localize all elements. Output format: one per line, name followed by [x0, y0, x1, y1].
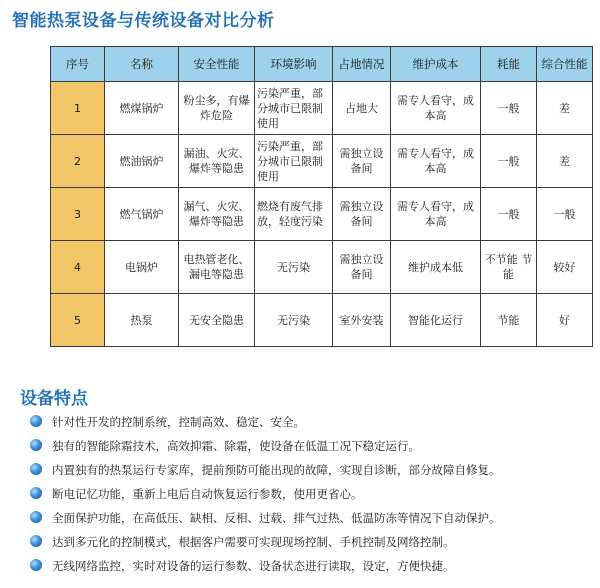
list-item [30, 486, 590, 510]
page-title: 智能热泵设备与传统设备对比分析 [12, 11, 275, 31]
cell-seq: 2 [51, 135, 105, 188]
list-item [30, 462, 590, 486]
cell-footprint: 室外安装 [333, 294, 391, 347]
cell-footprint: 需独立设备间 [333, 188, 391, 241]
cell-maintenance: 需专人看守，成本高 [391, 135, 481, 188]
cell-safety: 漏油、火灾、爆炸等隐患 [179, 135, 255, 188]
cell-safety: 无安全隐患 [179, 294, 255, 347]
cell-energy: 一般 [481, 188, 537, 241]
cell-energy: 一般 [481, 82, 537, 135]
cell-maintenance: 需专人看守，成本高 [391, 188, 481, 241]
bullet-icon [30, 511, 42, 523]
bullet-icon [30, 439, 42, 451]
cell-maintenance: 维护成本低 [391, 241, 481, 294]
bullet-icon [30, 559, 42, 571]
cell-safety: 粉尘多，有爆炸危险 [179, 82, 255, 135]
table-row [51, 82, 593, 135]
cell-energy: 节能 [481, 294, 537, 347]
list-item [30, 558, 590, 582]
header-seq: 序号 [51, 47, 105, 82]
list-item [30, 510, 590, 534]
cell-seq: 4 [51, 241, 105, 294]
feature-text: 内置独有的热泵运行专家库，提前预防可能出现的故障，实现自诊断，部分故障自修复。 [52, 463, 501, 477]
cell-overall: 好 [537, 294, 593, 347]
header-overall: 综合性能 [537, 47, 593, 82]
header-environment: 环境影响 [255, 47, 333, 82]
feature-text: 达到多元化的控制模式，根据客户需要可实现现场控制、手机控制及网络控制。 [52, 535, 455, 549]
list-item [30, 414, 590, 438]
header-safety: 安全性能 [179, 47, 255, 82]
cell-seq: 3 [51, 188, 105, 241]
bullet-icon [30, 535, 42, 547]
bullet-icon [30, 415, 42, 427]
cell-environment: 燃烧有废气排放，轻度污染 [255, 188, 333, 241]
cell-seq: 5 [51, 294, 105, 347]
features-list [30, 414, 590, 582]
header-maintenance: 维护成本 [391, 47, 481, 82]
feature-text: 针对性开发的控制系统，控制高效、稳定、安全。 [52, 415, 305, 429]
feature-text: 独有的智能除霜技术，高效抑霜、除霜，使设备在低温工况下稳定运行。 [52, 439, 420, 453]
bullet-icon [30, 463, 42, 475]
comparison-table-wrap [50, 46, 592, 347]
cell-name: 热泵 [105, 294, 179, 347]
table-row [51, 135, 593, 188]
feature-text: 无线网络监控，实时对设备的运行参数、设备状态进行读取，设定，方便快捷。 [52, 559, 455, 573]
cell-overall: 差 [537, 82, 593, 135]
cell-name: 燃油锅炉 [105, 135, 179, 188]
cell-maintenance: 智能化运行 [391, 294, 481, 347]
cell-seq: 1 [51, 82, 105, 135]
cell-footprint: 需独立设备间 [333, 241, 391, 294]
header-name: 名称 [105, 47, 179, 82]
cell-energy: 一般 [481, 135, 537, 188]
cell-footprint: 占地大 [333, 82, 391, 135]
cell-overall: 一般 [537, 188, 593, 241]
comparison-table [50, 46, 593, 347]
table-row [51, 294, 593, 347]
cell-safety: 电热管老化、漏电等隐患 [179, 241, 255, 294]
header-energy: 耗能 [481, 47, 537, 82]
list-item [30, 438, 590, 462]
header-footprint: 占地情况 [333, 47, 391, 82]
features-title: 设备特点 [20, 389, 88, 409]
cell-footprint: 需独立设备间 [333, 135, 391, 188]
table-header-row [51, 47, 593, 82]
table-row [51, 188, 593, 241]
cell-safety: 漏气、火灾、爆炸等隐患 [179, 188, 255, 241]
bullet-icon [30, 487, 42, 499]
list-item [30, 534, 590, 558]
feature-text: 断电记忆功能，重新上电后自动恢复运行参数，使用更省心。 [52, 487, 363, 501]
cell-environment: 污染严重，部分城市已限制使用 [255, 135, 333, 188]
cell-energy: 不节能 节能 [481, 241, 537, 294]
cell-environment: 无污染 [255, 294, 333, 347]
cell-environment: 污染严重，部分城市已限制使用 [255, 82, 333, 135]
cell-name: 电锅炉 [105, 241, 179, 294]
cell-name: 燃煤锅炉 [105, 82, 179, 135]
cell-maintenance: 需专人看守，成本高 [391, 82, 481, 135]
feature-text: 全面保护功能，在高低压、缺相、反相、过载、排气过热、低温防冻等情况下自动保护。 [52, 511, 501, 525]
table-row [51, 241, 593, 294]
cell-overall: 较好 [537, 241, 593, 294]
cell-overall: 差 [537, 135, 593, 188]
cell-name: 燃气锅炉 [105, 188, 179, 241]
cell-environment: 无污染 [255, 241, 333, 294]
